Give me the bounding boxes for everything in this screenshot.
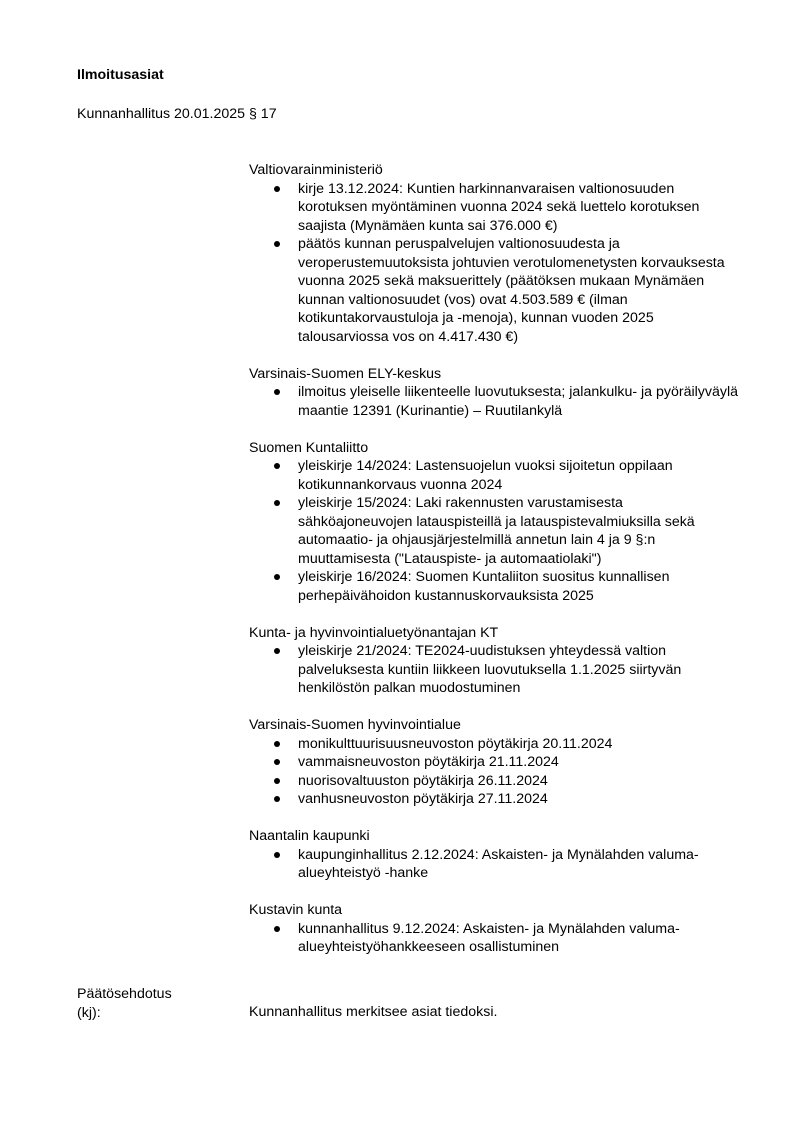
notice-section bbox=[249, 624, 739, 698]
list-item-text: yleiskirje 15/2024: Laki rakennusten varustamisesta sähköajoneuvojen latauspisteillä ja latauspistevalmiuksilla sekä automaatio- ja ohjausjärjestelmillä annetun lain 4 ja 9 §:n muuttamisesta ("Latauspiste- ja automaatiolaki") bbox=[298, 495, 695, 567]
section-heading: Valtiovarainministeriö bbox=[249, 162, 383, 178]
list-item bbox=[249, 494, 739, 568]
list-item bbox=[249, 235, 739, 346]
bullet-icon bbox=[274, 186, 280, 192]
list-item-text: kunnanhallitus 9.12.2024: Askaisten- ja Mynälahden valuma-alueyhteistyöhankkeeseen osallistuminen bbox=[298, 920, 680, 955]
notice-section bbox=[249, 161, 739, 346]
bullet-icon bbox=[274, 463, 280, 469]
list-item-text: yleiskirje 21/2024: TE2024-uudistuksen yhteydessä valtion palveluksesta kuntiin liikkeen luovutuksella 1.1.2025 siirtyvän henkilöstön palkan muodostuminen bbox=[298, 643, 682, 696]
list-item-text: vanhusneuvoston pöytäkirja 27.11.2024 bbox=[298, 791, 548, 807]
list-item-text: kirje 13.12.2024: Kuntien harkinnanvaraisen valtionosuuden korotuksen myöntäminen vuonna 2024 sekä luettelo korotuksen saajista (Mynämäen kunta sai 376.000 €) bbox=[298, 180, 700, 234]
list-item bbox=[249, 790, 739, 809]
proposal-label-line1: Päätösehdotus bbox=[77, 986, 172, 1002]
proposal-label bbox=[77, 985, 172, 1022]
bullet-icon bbox=[274, 759, 280, 765]
list-item bbox=[249, 642, 739, 698]
list-item-text: monikulttuurisuusneuvoston pöytäkirja 20.11.2024 bbox=[298, 735, 613, 752]
section-heading: Kustavin kunta bbox=[249, 902, 343, 918]
section-heading: Varsinais-Suomen hyvinvointialue bbox=[249, 717, 461, 733]
list-item bbox=[249, 735, 739, 754]
list-item-text: ilmoitus yleiselle liikenteelle luovutuksesta; jalankulku- ja pyöräilyväylä maantie 12391 (Kurinantie) – Ruutilankylä bbox=[298, 384, 739, 419]
bullet-icon bbox=[274, 778, 280, 784]
bullet-list bbox=[249, 180, 739, 347]
list-item bbox=[249, 457, 739, 494]
notice-section bbox=[249, 365, 739, 421]
meeting-reference: Kunnanhallitus 20.01.2025 § 17 bbox=[77, 106, 277, 122]
bullet-icon bbox=[274, 389, 280, 395]
list-item bbox=[249, 180, 739, 236]
page-title: Ilmoitusasiat bbox=[77, 67, 164, 83]
bullet-icon bbox=[274, 741, 280, 747]
list-item-text: yleiskirje 14/2024: Lastensuojelun vuoksi sijoitetun oppilaan kotikunnankorvaus vuonna 2024 bbox=[298, 458, 673, 493]
section-heading: Suomen Kuntaliitto bbox=[249, 439, 369, 456]
bullet-icon bbox=[274, 648, 280, 654]
section-heading: Varsinais-Suomen ELY-keskus bbox=[249, 365, 442, 382]
section-heading: Kunta- ja hyvinvointialuetyönantajan KT bbox=[249, 624, 499, 641]
list-item bbox=[249, 383, 739, 420]
proposal-text: Kunnanhallitus merkitsee asiat tiedoksi. bbox=[249, 1004, 498, 1020]
list-item-text: vammaisneuvoston pöytäkirja 21.11.2024 bbox=[298, 754, 559, 770]
list-item bbox=[249, 920, 739, 957]
list-item-text: kaupunginhallitus 2.12.2024: Askaisten- ja Mynälahden valuma-alueyhteistyö -hanke bbox=[298, 846, 699, 881]
list-item bbox=[249, 772, 739, 791]
list-item-text: nuorisovaltuuston pöytäkirja 26.11.2024 bbox=[298, 772, 548, 789]
list-item bbox=[249, 846, 739, 883]
bullet-list bbox=[249, 920, 739, 957]
proposal-label-line2: (kj): bbox=[77, 1004, 101, 1021]
bullet-list bbox=[249, 846, 739, 883]
notice-section bbox=[249, 901, 739, 957]
bullet-list bbox=[249, 735, 739, 809]
bullet-icon bbox=[274, 574, 280, 580]
bullet-icon bbox=[274, 852, 280, 858]
notices-list bbox=[249, 161, 739, 975]
list-item-text: päätös kunnan peruspalvelujen valtionosuudesta ja veroperustemuutoksista johtuvien verotulomenetysten korvauksesta vuonna 2025 sekä maksuerittely (päätöksen mukaan Mynämäen kunnan valtionosuudet (vos) ovat 4.503.589 € (ilman kotikuntakorvaustuloja ja -menoja), kunnan vuoden 2025 talousarviossa vos on 4.417.430 €) bbox=[298, 236, 725, 345]
bullet-icon bbox=[274, 796, 280, 802]
list-item bbox=[249, 568, 739, 605]
section-heading: Naantalin kaupunki bbox=[249, 828, 370, 844]
list-item bbox=[249, 753, 739, 772]
bullet-list bbox=[249, 642, 739, 698]
bullet-icon bbox=[274, 500, 280, 506]
bullet-list bbox=[249, 383, 739, 420]
list-item-text: yleiskirje 16/2024: Suomen Kuntaliiton suositus kunnallisen perhepäivähoidon kustannuskorvauksista 2025 bbox=[298, 569, 670, 604]
notice-section bbox=[249, 439, 739, 606]
bullet-icon bbox=[274, 241, 280, 247]
bullet-list bbox=[249, 457, 739, 605]
notice-section bbox=[249, 827, 739, 883]
bullet-icon bbox=[274, 926, 280, 932]
notice-section bbox=[249, 716, 739, 809]
